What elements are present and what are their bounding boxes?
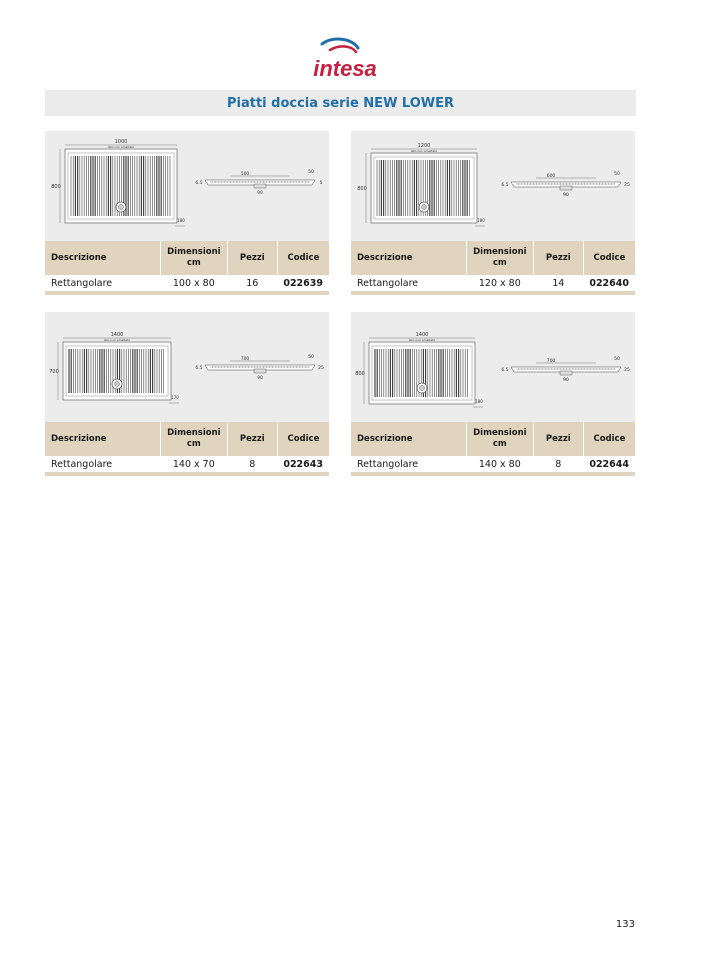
- height-label: 800: [357, 186, 367, 192]
- drain-label: 90: [563, 193, 569, 198]
- section-drain: [560, 371, 572, 375]
- spec-table: [351, 241, 635, 291]
- intesa-logo: [300, 36, 390, 82]
- left-depth-label: 6.5: [501, 183, 509, 188]
- left-depth-label: 6.5: [195, 181, 203, 186]
- header-pezzi: Pezzi: [533, 241, 583, 275]
- cell-descrizione: Rettangolare: [357, 277, 419, 289]
- header-descrizione: Descrizione: [351, 241, 466, 275]
- header-descrizione: Descrizione: [45, 241, 160, 275]
- cell-codice: 022640: [589, 277, 629, 289]
- header-codice: Codice: [277, 241, 329, 275]
- cell-pezzi: 8: [555, 458, 562, 470]
- depth-label: 50: [308, 170, 314, 175]
- half-label: 700: [240, 357, 250, 362]
- cell-pezzi: 16: [246, 277, 259, 289]
- spec-table: [45, 422, 329, 472]
- drain-offset-label: 170: [171, 395, 179, 400]
- row-divider: [351, 291, 635, 295]
- table-row: [351, 456, 635, 472]
- row-divider: [351, 472, 635, 476]
- page-title: Piatti doccia serie NEW LOWER: [45, 90, 636, 116]
- table-row: [351, 275, 635, 291]
- right-label: 5: [319, 181, 323, 186]
- shower-tray-drawing: [351, 312, 635, 422]
- right-label: 25: [318, 366, 324, 371]
- header-dimensioni: Dimensioni cm: [466, 422, 533, 456]
- product-card-2: [351, 131, 635, 295]
- header-dimensioni: Dimensioni cm: [160, 241, 227, 275]
- table-row: [45, 456, 329, 472]
- depth-label: 50: [614, 172, 620, 177]
- drain-offset-label: 180: [475, 399, 483, 404]
- technical-drawing: [351, 131, 635, 241]
- height-label: 800: [355, 371, 365, 377]
- technical-drawing: [45, 131, 329, 241]
- spec-table: [45, 241, 329, 291]
- half-label: 500: [240, 172, 250, 177]
- height-label: 700: [49, 369, 59, 375]
- cell-codice: 022643: [283, 458, 323, 470]
- header-dimensioni: Dimensioni cm: [160, 422, 227, 456]
- header-descrizione: Descrizione: [351, 422, 466, 456]
- drain-label: 90: [257, 191, 263, 196]
- technical-drawing: [45, 312, 329, 422]
- spec-table: [351, 422, 635, 472]
- section-drain: [254, 369, 266, 373]
- depth-label: 50: [308, 355, 314, 360]
- row-divider: [45, 291, 329, 295]
- header-codice: Codice: [583, 241, 635, 275]
- width-label: 1400: [110, 332, 124, 338]
- half-label: 600: [546, 174, 556, 179]
- width-label: 1400: [415, 332, 429, 338]
- drain-offset-label: 180: [177, 218, 185, 223]
- header-pezzi: Pezzi: [533, 422, 583, 456]
- header-dimensioni: Dimensioni cm: [466, 241, 533, 275]
- drain-grate: [115, 382, 120, 387]
- left-depth-label: 6.5: [501, 368, 509, 373]
- product-card-4: [351, 312, 635, 476]
- product-card-3: [45, 312, 329, 476]
- section-drain: [254, 184, 266, 188]
- drain-grate: [422, 205, 427, 210]
- shower-tray-drawing: [45, 312, 329, 422]
- shower-tray-drawing: [45, 131, 329, 241]
- header-pezzi: Pezzi: [227, 422, 277, 456]
- product-card-1: [45, 131, 329, 295]
- cell-codice: 022644: [589, 458, 629, 470]
- right-label: 25: [624, 183, 630, 188]
- shower-tray-drawing: [351, 131, 635, 241]
- section-drain: [560, 186, 572, 190]
- logo-text: intesa: [313, 56, 377, 81]
- cell-dimensioni: 140 x 80: [478, 458, 521, 470]
- header-descrizione: Descrizione: [45, 422, 160, 456]
- technical-drawing: [351, 312, 635, 422]
- cell-pezzi: 14: [552, 277, 565, 289]
- note-label: lato non smaltato: [410, 149, 438, 153]
- page-number: 133: [615, 919, 635, 930]
- table-row: [45, 275, 329, 291]
- drain-label: 90: [257, 376, 263, 381]
- depth-label: 50: [614, 357, 620, 362]
- half-label: 700: [546, 359, 556, 364]
- height-label: 800: [51, 184, 61, 190]
- header-pezzi: Pezzi: [227, 241, 277, 275]
- header-codice: Codice: [583, 422, 635, 456]
- cell-dimensioni: 140 x 70: [172, 458, 215, 470]
- left-depth-label: 6.5: [195, 366, 203, 371]
- cell-descrizione: Rettangolare: [51, 277, 113, 289]
- right-label: 25: [624, 368, 630, 373]
- cell-dimensioni: 100 x 80: [172, 277, 215, 289]
- cell-dimensioni: 120 x 80: [478, 277, 521, 289]
- note-label: lato non smaltato: [103, 338, 131, 342]
- note-label: lato non smaltato: [107, 145, 135, 149]
- cell-pezzi: 8: [249, 458, 256, 470]
- drain-label: 90: [563, 378, 569, 383]
- header-codice: Codice: [277, 422, 329, 456]
- width-label: 1000: [114, 139, 128, 145]
- width-label: 1200: [417, 143, 431, 149]
- drain-grate: [119, 205, 124, 210]
- note-label: lato non smaltato: [408, 338, 436, 342]
- cell-descrizione: Rettangolare: [51, 458, 113, 470]
- row-divider: [45, 472, 329, 476]
- drain-offset-label: 180: [477, 218, 485, 223]
- cell-codice: 022639: [283, 277, 323, 289]
- cell-descrizione: Rettangolare: [357, 458, 419, 470]
- drain-grate: [420, 386, 425, 391]
